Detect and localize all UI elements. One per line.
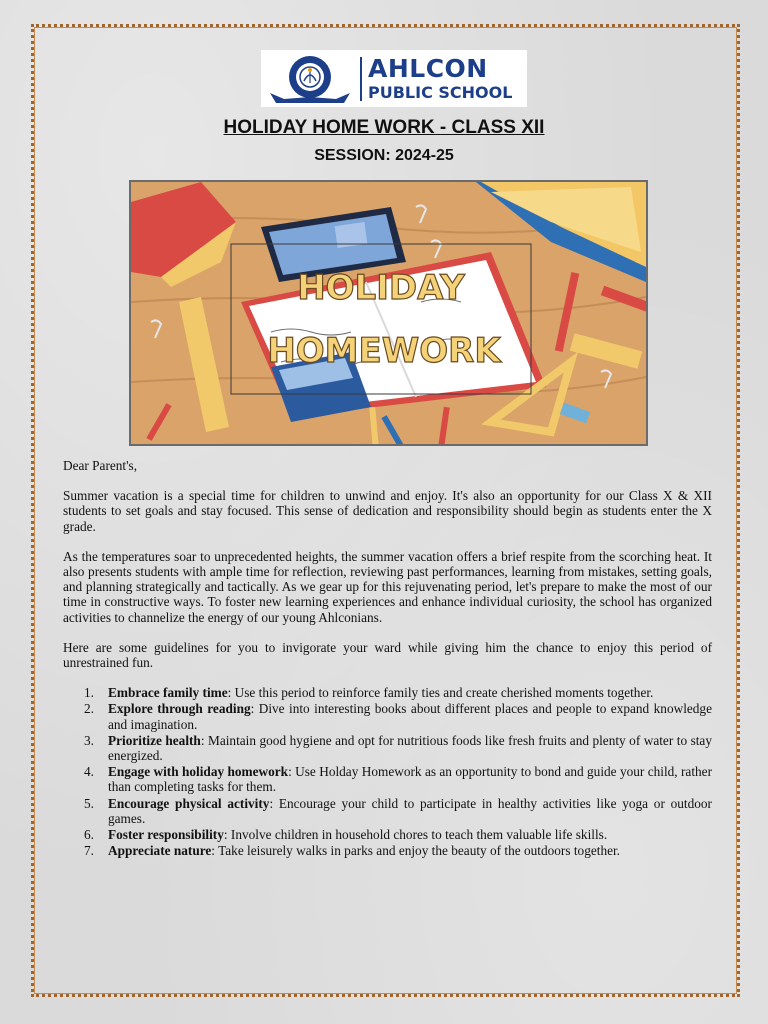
page-title: HOLIDAY HOME WORK - CLASS XII (223, 117, 545, 138)
paragraph-intro: Summer vacation is a special time for children to unwind and enjoy. It's also an opportunity for our Class X & XII students to set goals and stay focused. This sense of dedication and responsibility should begin as students enter the X grade. (63, 488, 712, 534)
logo-divider (360, 57, 362, 101)
banner-line-2: HOMEWORK (267, 331, 501, 371)
list-item: 2. Explore through reading: Dive into interesting books about different places and people to expand knowledge and imagination. (84, 701, 712, 732)
letter-body (63, 458, 712, 859)
school-seal-icon (264, 53, 356, 105)
list-item: 5. Encourage physical activity: Encourage your child to participate in healthy activities like yoga or outdoor games. (84, 795, 712, 826)
list-item: 6. Foster responsibility: Involve children in household chores to teach them valuable life skills. (84, 827, 608, 843)
session-label: SESSION: 2024-25 (314, 147, 454, 164)
list-item: 4. Engage with holiday homework: Use Holday Homework as an opportunity to bond and guide your child, rather than completing tasks for them. (84, 764, 712, 795)
logo-wordmark (368, 56, 512, 101)
guidelines-list (63, 685, 712, 858)
holiday-homework-banner (129, 180, 648, 446)
salutation: Dear Parent's, (63, 458, 138, 473)
logo-school-type: PUBLIC SCHOOL (368, 83, 513, 102)
paragraph-summer: As the temperatures soar to unprecedented heights, the summer vacation offers a brief respite from the scorching heat. It also presents students with ample time for reflection, reviewing past performances, learning from mistakes, setting goals, and planning strategically and tactically. As we gear up for this rejuvenating period, let's prepare to make the most of our time in constructive ways. To foster new learning experiences and enhance individual curiosity, the school has organized activities to channelize the energy of our young Ahlconians. (63, 548, 712, 625)
list-item: 7. Appreciate nature: Take leisurely walks in parks and enjoy the beauty of the outdoors together. (84, 843, 621, 859)
school-logo (261, 50, 527, 107)
banner-line-1: HOLIDAY (297, 268, 465, 308)
paragraph-guidelines-intro: Here are some guidelines for you to invigorate your ward while giving him the chance to enjoy this period of unrestrained fun. (63, 639, 712, 671)
list-item: 1. Embrace family time: Use this period to reinforce family ties and create cherished moments together. (84, 685, 654, 701)
list-item: 3. Prioritize health: Maintain good hygiene and opt for nutritious foods like fresh fruits and plenty of water to stay energized. (84, 732, 712, 764)
logo-school-name: AHLCON (368, 54, 488, 83)
